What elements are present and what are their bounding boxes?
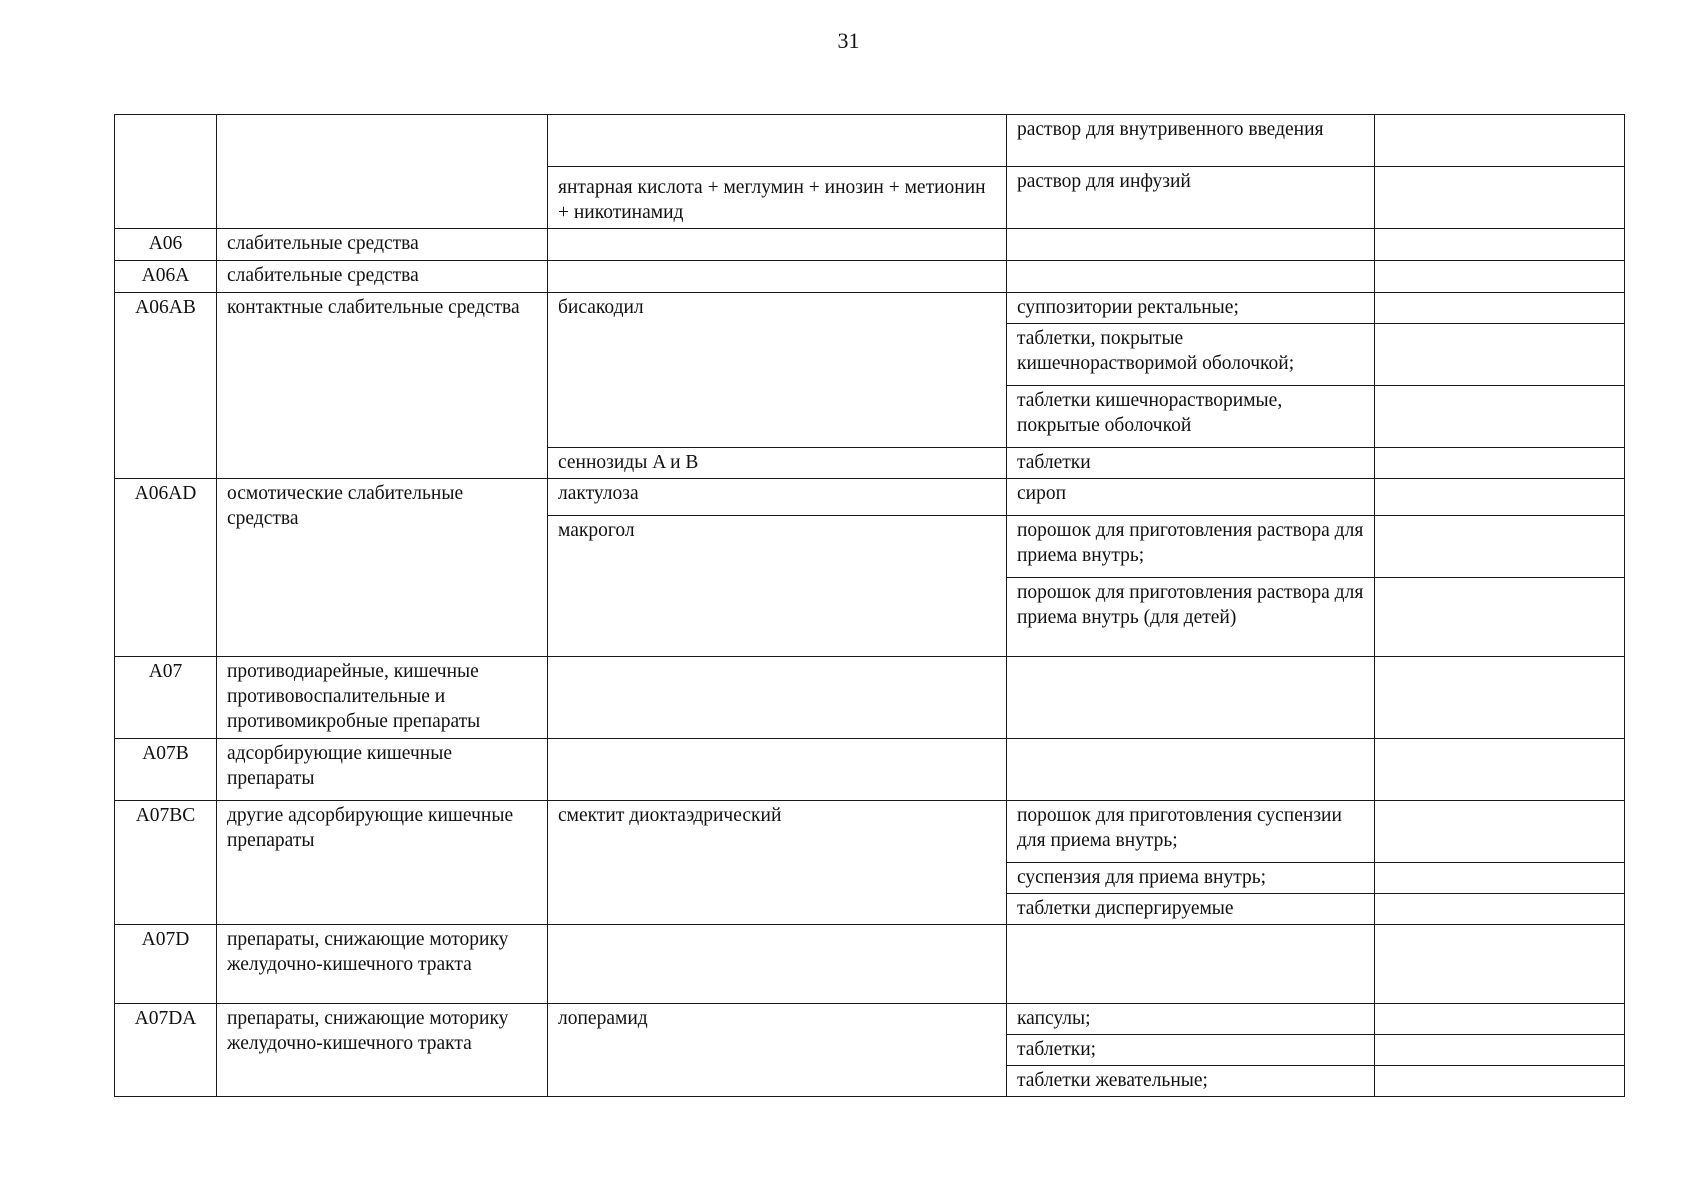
table-row — [115, 925, 1625, 1004]
drug-cell: лоперамид — [548, 1004, 1007, 1097]
table-row — [115, 739, 1625, 801]
form-cell: суппозитории ректальные; — [1007, 293, 1375, 324]
atc-code-cell: A06AB — [115, 293, 217, 479]
note-cell — [1375, 925, 1625, 1004]
table-row — [115, 229, 1625, 261]
drug-table — [114, 114, 1625, 1097]
note-cell — [1375, 386, 1625, 448]
note-cell — [1375, 293, 1625, 324]
page-number: 31 — [837, 28, 860, 53]
note-cell — [1375, 479, 1625, 516]
form-cell — [1007, 657, 1375, 739]
table-row — [115, 801, 1625, 863]
group-cell: слабительные средства — [217, 229, 548, 261]
note-cell — [1375, 1004, 1625, 1035]
note-cell — [1375, 657, 1625, 739]
form-cell: таблетки диспергируемые — [1007, 894, 1375, 925]
note-cell — [1375, 261, 1625, 293]
form-cell: таблетки; — [1007, 1035, 1375, 1066]
group-cell: слабительные средства — [217, 261, 548, 293]
note-cell — [1375, 863, 1625, 894]
form-cell: раствор для инфузий — [1007, 167, 1375, 229]
table-row — [115, 261, 1625, 293]
group-cell — [217, 115, 548, 229]
form-cell: суспензия для приема внутрь; — [1007, 863, 1375, 894]
drug-cell: янтарная кислота + меглумин + инозин + метионин + никотинамид — [548, 167, 1007, 229]
note-cell — [1375, 448, 1625, 479]
drug-cell — [548, 739, 1007, 801]
form-cell — [1007, 925, 1375, 1004]
group-cell: другие адсорбирующие кишечные препараты — [217, 801, 548, 925]
drug-cell — [548, 261, 1007, 293]
drug-cell — [548, 229, 1007, 261]
group-cell: противодиарейные, кишечные противовоспалительные и противомикробные препараты — [217, 657, 548, 739]
note-cell — [1375, 894, 1625, 925]
table-row — [115, 479, 1625, 516]
note-cell — [1375, 1066, 1625, 1097]
form-cell: таблетки жевательные; — [1007, 1066, 1375, 1097]
drug-cell: лактулоза — [548, 479, 1007, 516]
drug-cell: бисакодил — [548, 293, 1007, 448]
atc-code-cell: A07D — [115, 925, 217, 1004]
drug-cell: сеннозиды A и B — [548, 448, 1007, 479]
form-cell — [1007, 229, 1375, 261]
drug-cell — [548, 115, 1007, 167]
form-cell: порошок для приготовления раствора для приема внутрь (для детей) — [1007, 578, 1375, 657]
form-cell — [1007, 739, 1375, 801]
note-cell — [1375, 1035, 1625, 1066]
table-row — [115, 293, 1625, 324]
form-cell: таблетки — [1007, 448, 1375, 479]
atc-code-cell: A06A — [115, 261, 217, 293]
table-row — [115, 115, 1625, 167]
atc-code-cell: A07B — [115, 739, 217, 801]
note-cell — [1375, 739, 1625, 801]
note-cell — [1375, 229, 1625, 261]
note-cell — [1375, 516, 1625, 578]
form-cell: раствор для внутривенного введения — [1007, 115, 1375, 167]
note-cell — [1375, 801, 1625, 863]
form-cell — [1007, 261, 1375, 293]
form-cell: таблетки кишечнорастворимые, покрытые оболочкой — [1007, 386, 1375, 448]
table-row — [115, 657, 1625, 739]
note-cell — [1375, 115, 1625, 167]
form-cell: порошок для приготовления суспензии для приема внутрь; — [1007, 801, 1375, 863]
drug-cell: смектит диоктаэдрический — [548, 801, 1007, 925]
form-cell: сироп — [1007, 479, 1375, 516]
atc-code-cell: A07BC — [115, 801, 217, 925]
group-cell: адсорбирующие кишечные препараты — [217, 739, 548, 801]
drug-cell: макрогол — [548, 516, 1007, 657]
group-cell: осмотические слабительные средства — [217, 479, 548, 657]
group-cell: контактные слабительные средства — [217, 293, 548, 479]
atc-code-cell: A07 — [115, 657, 217, 739]
form-cell: порошок для приготовления раствора для приема внутрь; — [1007, 516, 1375, 578]
table-row — [115, 1004, 1625, 1035]
note-cell — [1375, 578, 1625, 657]
atc-code-cell: A06 — [115, 229, 217, 261]
atc-code-cell: A07DA — [115, 1004, 217, 1097]
group-cell: препараты, снижающие моторику желудочно-кишечного тракта — [217, 1004, 548, 1097]
form-cell: капсулы; — [1007, 1004, 1375, 1035]
note-cell — [1375, 167, 1625, 229]
atc-code-cell — [115, 115, 217, 229]
atc-code-cell: A06AD — [115, 479, 217, 657]
drug-cell — [548, 925, 1007, 1004]
form-cell: таблетки, покрытые кишечнорастворимой оболочкой; — [1007, 324, 1375, 386]
note-cell — [1375, 324, 1625, 386]
group-cell: препараты, снижающие моторику желудочно-кишечного тракта — [217, 925, 548, 1004]
drug-cell — [548, 657, 1007, 739]
